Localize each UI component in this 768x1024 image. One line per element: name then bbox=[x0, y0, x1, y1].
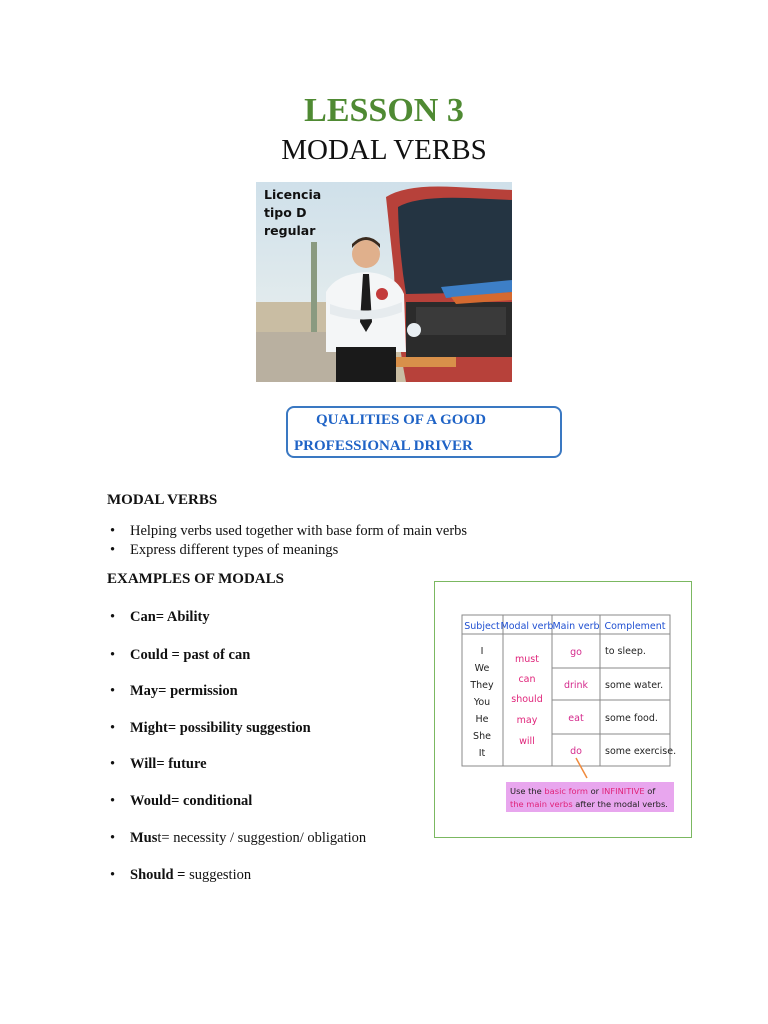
modal-should: should bbox=[511, 694, 543, 705]
examples-heading: EXAMPLES OF MODALS bbox=[107, 571, 284, 587]
example-bold: Can= Ability bbox=[130, 609, 210, 625]
example-bold: Would= conditional bbox=[130, 793, 253, 809]
qualities-line-2: PROFESSIONAL DRIVER bbox=[294, 438, 473, 454]
note-infinitive: INFINITIVE bbox=[601, 786, 645, 796]
note-line-2 bbox=[510, 799, 668, 809]
grammar-table-figure bbox=[434, 581, 692, 838]
complement-exercise: some exercise. bbox=[605, 746, 677, 757]
complement-sleep: to sleep. bbox=[605, 646, 646, 657]
photo-caption: Licencia tipo D regular bbox=[264, 187, 322, 238]
example-bold: May= permission bbox=[130, 683, 238, 699]
subject-she: She bbox=[473, 731, 491, 742]
subject-we: We bbox=[474, 663, 490, 674]
note-text: after the modal verbs. bbox=[572, 799, 668, 809]
main-drink: drink bbox=[563, 680, 589, 691]
note-text: of bbox=[644, 786, 656, 796]
main-do: do bbox=[570, 746, 582, 757]
subject-they: They bbox=[470, 680, 494, 691]
note-text: or bbox=[587, 786, 602, 796]
example-bold: Could = past of can bbox=[130, 647, 251, 663]
list-item bbox=[130, 793, 252, 810]
qualities-line-1: QUALITIES OF A GOOD bbox=[316, 412, 486, 428]
modal-verbs-heading: MODAL VERBS bbox=[107, 492, 218, 508]
example-bold: Will= future bbox=[130, 756, 207, 772]
subject-it: It bbox=[478, 748, 486, 759]
list-item bbox=[130, 830, 366, 847]
note-basic-form: basic form bbox=[544, 786, 588, 796]
header-main-verb: Main verb bbox=[552, 621, 600, 632]
note-text: Use the bbox=[510, 786, 545, 796]
subject-he: He bbox=[475, 714, 489, 725]
modal-must: must bbox=[515, 654, 539, 665]
header-modal-verb: Modal verb bbox=[500, 621, 554, 632]
example-bold: Should = bbox=[130, 867, 190, 883]
qualities-box bbox=[286, 406, 562, 458]
example-bold: Might= possibility suggestion bbox=[130, 720, 311, 736]
list-item bbox=[130, 609, 210, 626]
example-rest: suggestion bbox=[189, 867, 252, 883]
note-line-1 bbox=[510, 786, 656, 796]
header-subject: Subject bbox=[464, 621, 500, 632]
subject-you: You bbox=[473, 697, 491, 708]
list-item bbox=[130, 867, 251, 884]
modal-can: can bbox=[518, 674, 536, 685]
grammar-table bbox=[435, 582, 690, 836]
list-item bbox=[130, 720, 311, 737]
header-complement: Complement bbox=[604, 621, 666, 632]
bus-driver-photo bbox=[256, 182, 512, 382]
example-rest: t= necessity / suggestion/ obligation bbox=[157, 830, 367, 846]
note-main-verbs: the main verbs bbox=[510, 799, 573, 809]
list-item bbox=[130, 683, 238, 700]
list-item bbox=[130, 647, 250, 664]
complement-water: some water. bbox=[605, 680, 664, 691]
modal-will: will bbox=[519, 736, 535, 747]
main-eat: eat bbox=[568, 713, 584, 724]
list-item: • Express different types of meanings bbox=[130, 542, 338, 559]
list-item: • Helping verbs used together with base form of main verbs bbox=[130, 523, 467, 540]
subject-i: I bbox=[480, 646, 484, 657]
modal-may: may bbox=[516, 715, 538, 726]
complement-food: some food. bbox=[605, 713, 658, 724]
example-bold: Mus bbox=[130, 830, 158, 846]
list-item bbox=[130, 756, 207, 773]
lesson-title: LESSON 3 bbox=[304, 92, 464, 129]
lesson-subtitle: MODAL VERBS bbox=[281, 134, 487, 166]
main-go: go bbox=[570, 647, 582, 658]
